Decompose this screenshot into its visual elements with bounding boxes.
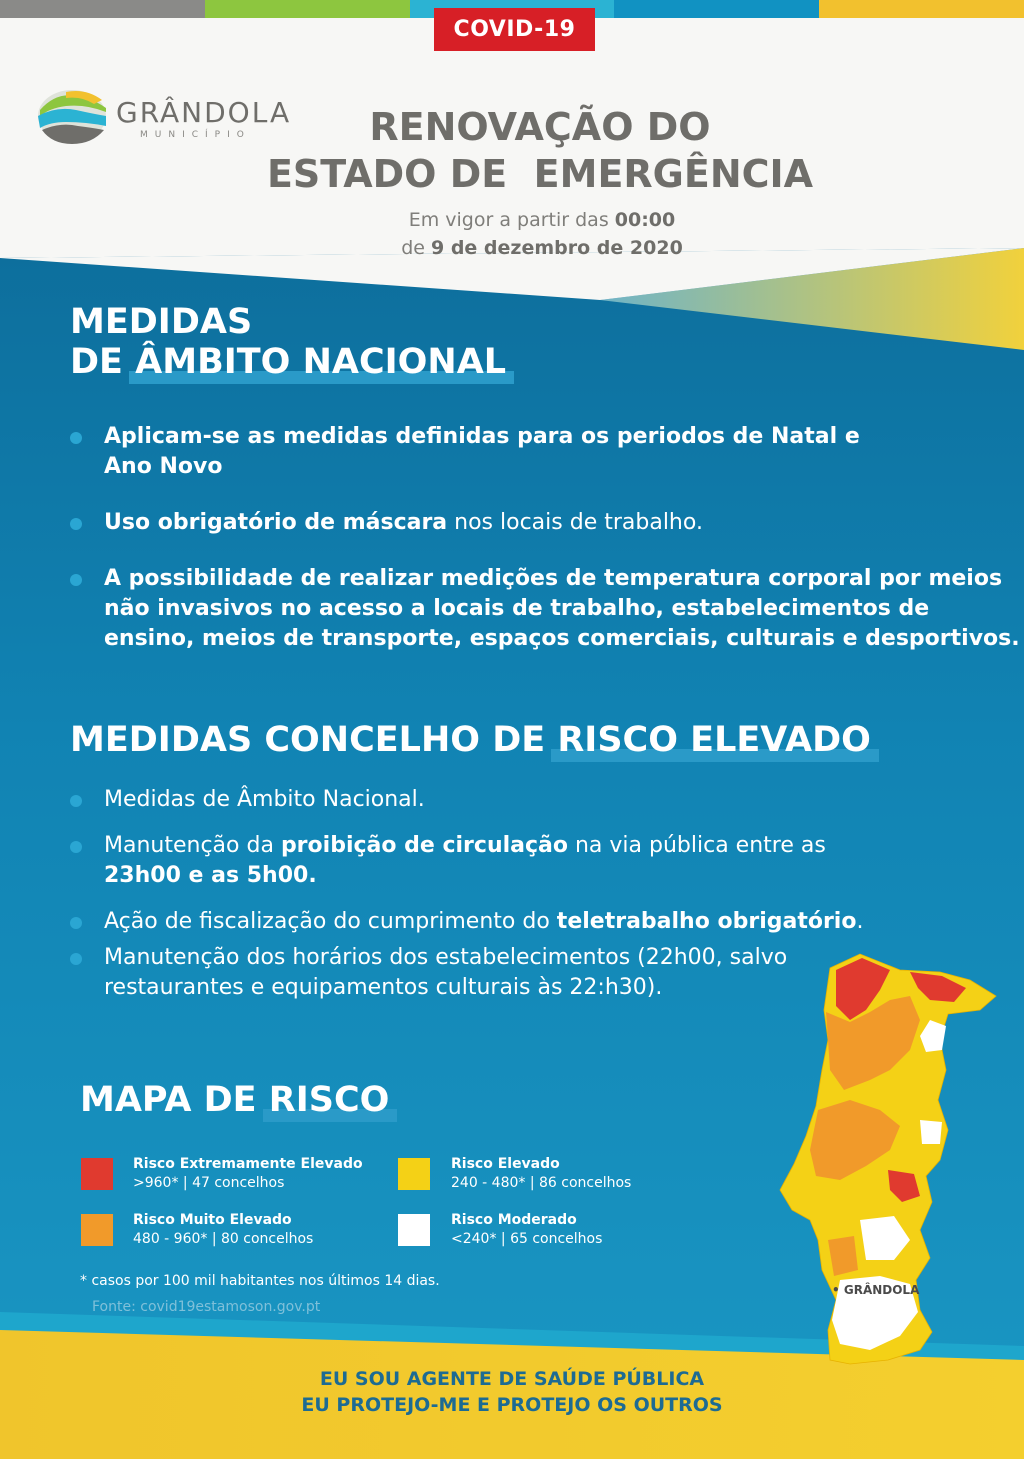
list-item	[66, 785, 966, 815]
risk-bullet-2-pre: Manutenção da	[104, 833, 281, 858]
map-heading-pre: MAPA DE	[80, 1080, 269, 1120]
page-title	[180, 104, 900, 198]
bottom-slogan	[0, 1366, 1024, 1418]
national-heading	[70, 302, 506, 382]
national-bullet-3: A possibilidade de realizar medições de temperatura corporal por meios não invasivos no acesso a locais de trabalho, estabelecimentos de ensino, meios de transporte, espaços comerciais, culturais e desportivos.	[104, 566, 1020, 651]
bullet-dot-icon	[70, 518, 82, 530]
list-item	[66, 508, 996, 538]
legend-value-moderate: <240* | 65 concelhos	[451, 1231, 603, 1247]
risk-heading-pre: MEDIDAS CONCELHO DE	[70, 720, 558, 760]
national-heading-pre: DE	[70, 342, 136, 382]
logo-subtitle: MUNICÍPIO	[140, 130, 251, 140]
list-item	[66, 831, 864, 891]
list-item	[66, 422, 884, 482]
source-note: Fonte: covid19estamoson.gov.pt	[92, 1299, 321, 1315]
logo-name: GRÂNDOLA	[116, 96, 292, 129]
subtitle-line1-text: Em vigor a partir das	[408, 209, 615, 231]
subtitle-time: 00:00	[614, 209, 676, 231]
risk-bullet-3-end: .	[856, 909, 864, 934]
top-bar-yellow	[819, 0, 1024, 18]
legend-value-high: 240 - 480* | 86 concelhos	[451, 1175, 632, 1191]
bullet-dot-icon	[70, 917, 82, 929]
top-bar-green	[205, 0, 410, 18]
legend-title-high: Risco Elevado	[451, 1156, 560, 1172]
risk-heading	[70, 720, 871, 760]
bullet-dot-icon	[70, 795, 82, 807]
top-bar-blue	[614, 0, 819, 18]
risk-bullet-2-mid: na via pública entre as	[568, 833, 833, 858]
legend-swatch-extreme	[81, 1158, 113, 1190]
legend-value-extreme: >960* | 47 concelhos	[133, 1175, 285, 1191]
legend-title-very-high: Risco Muito Elevado	[133, 1212, 292, 1228]
risk-bullet-3-bold: teletrabalho obrigatório	[556, 909, 857, 934]
risk-bullet-3-pre: Ação de fiscalização do cumprimento do	[104, 909, 557, 934]
map-heading	[80, 1080, 389, 1120]
grandola-map-label: • GRÂNDOLA	[832, 1283, 920, 1297]
legend-swatch-high	[398, 1158, 430, 1190]
risk-bullet-2-bold: proibição de circulação	[280, 833, 568, 858]
map-heading-highlight: RISCO	[268, 1080, 390, 1120]
bullet-dot-icon	[70, 953, 82, 965]
national-bullet-2-bold: Uso obrigatório de máscara	[104, 510, 448, 535]
top-bar-gray	[0, 0, 205, 18]
national-heading-highlight: ÂMBITO NACIONAL	[135, 342, 507, 382]
bullet-dot-icon	[70, 432, 82, 444]
legend-title-extreme: Risco Extremamente Elevado	[133, 1156, 363, 1172]
list-item	[66, 564, 1024, 654]
grandola-logo-icon	[36, 86, 108, 146]
risk-heading-highlight: RISCO ELEVADO	[557, 720, 871, 760]
subtitle-line2-text: de	[401, 237, 431, 259]
risk-bullet-4: Manutenção dos horários dos estabelecimentos (22h00, salvo restaurantes e equipamentos culturais às 22:h30).	[104, 945, 788, 1000]
list-item	[66, 907, 966, 937]
national-heading-line1: MEDIDAS	[70, 302, 253, 342]
risk-bullet-1: Medidas de Âmbito Nacional.	[104, 787, 425, 812]
bullet-dot-icon	[70, 841, 82, 853]
covid-badge: COVID-19	[434, 8, 595, 51]
map-region-white-east	[920, 1120, 942, 1144]
subtitle	[330, 206, 754, 262]
national-list	[66, 422, 1020, 654]
national-bullet-2-rest: nos locais de trabalho.	[447, 510, 703, 535]
slogan-line-2: EU PROTEJO-ME E PROTEJO OS OUTROS	[301, 1394, 723, 1416]
list-item	[66, 943, 804, 1003]
bullet-dot-icon	[70, 574, 82, 586]
title-line-1: RENOVAÇÃO DO	[369, 105, 711, 149]
legend-value-very-high: 480 - 960* | 80 concelhos	[133, 1231, 314, 1247]
title-line-2: ESTADO DE EMERGÊNCIA	[266, 152, 814, 196]
risk-bullet-2-bold2: 23h00 e as 5h00.	[104, 863, 317, 888]
portugal-risk-map	[770, 940, 1010, 1380]
legend-swatch-very-high	[81, 1214, 113, 1246]
legend-swatch-moderate	[398, 1214, 430, 1246]
national-bullet-1: Aplicam-se as medidas definidas para os periodos de Natal e Ano Novo	[104, 424, 860, 479]
slogan-line-1: EU SOU AGENTE DE SAÚDE PÚBLICA	[319, 1368, 705, 1390]
legend-title-moderate: Risco Moderado	[451, 1212, 577, 1228]
footnote: * casos por 100 mil habitantes nos últimos 14 dias.	[80, 1273, 440, 1289]
subtitle-date: 9 de dezembro de 2020	[431, 237, 683, 259]
